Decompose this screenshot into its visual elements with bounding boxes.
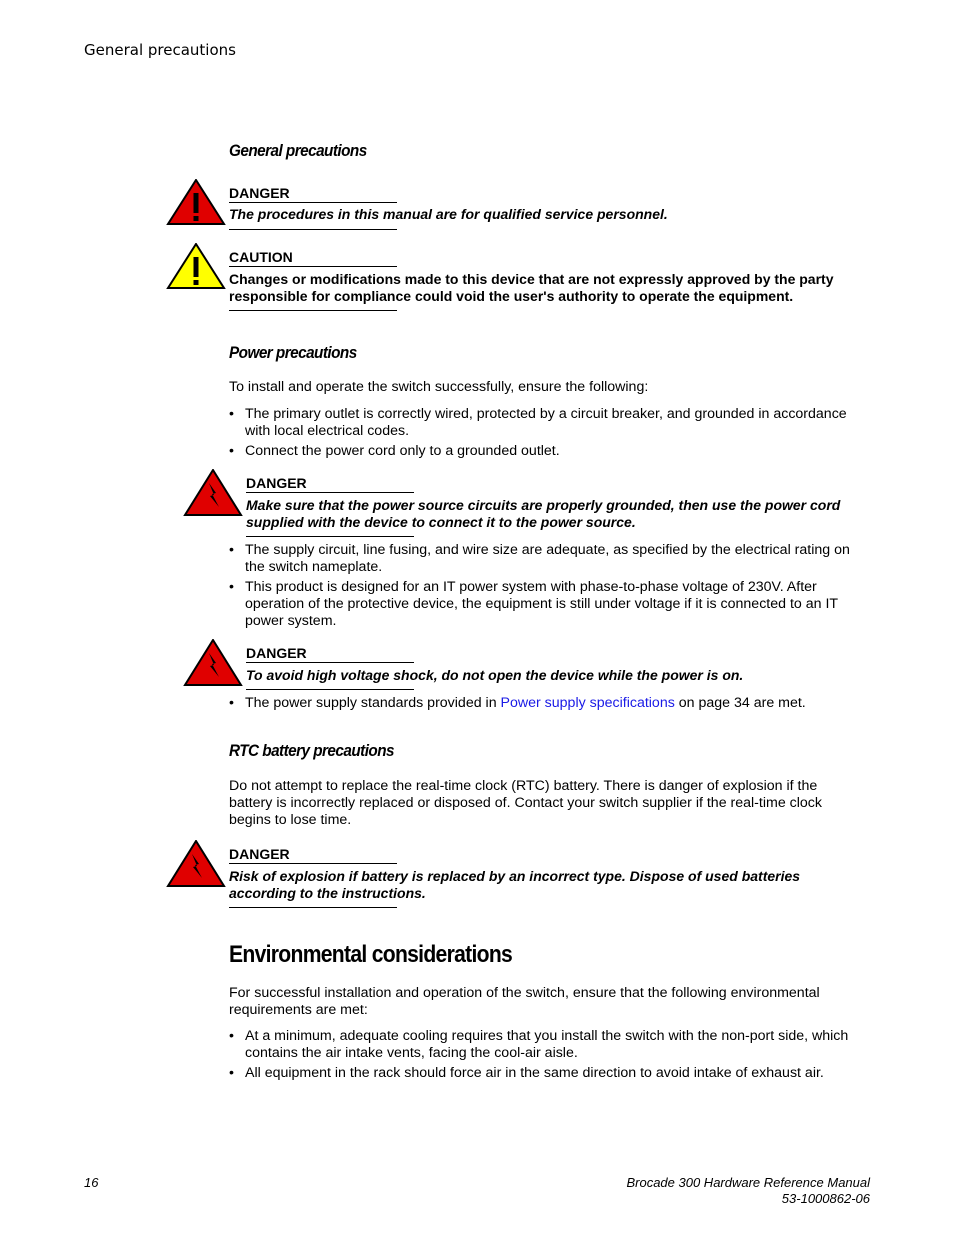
list-item: • This product is designed for an IT power system with phase-to-phase voltage of 230V. After operation of the protective device, the equipment is still under voltage if it is connected to an IT power system.: [229, 579, 864, 630]
notice-divider: [229, 229, 397, 230]
rtc-intro: Do not attempt to replace the real-time clock (RTC) battery. There is danger of explosion if the battery is incorrectly replaced or disposed of. Contact your switch supplier if the real-time clock begins to lose time.: [229, 778, 822, 828]
heading-power-precautions: Power precautions: [229, 343, 357, 362]
list-item: • All equipment in the rack should force air in the same direction to avoid intake of exhaust air.: [229, 1065, 864, 1082]
doc-number: 53-1000862-06: [781, 1191, 870, 1206]
danger-electrical-icon: [183, 639, 243, 686]
list-item: • The primary outlet is correctly wired, protected by a circuit breaker, and grounded in accordance with local electrical codes.: [229, 406, 864, 440]
heading-general-precautions: General precautions: [229, 141, 367, 160]
power-bullets-1: [229, 406, 864, 463]
caution-exclamation-icon: [166, 243, 226, 289]
heading-environmental-considerations: Environmental considerations: [229, 941, 513, 968]
power-bullets-2: [229, 542, 864, 633]
running-head: General precautions: [84, 41, 236, 59]
caution-label: CAUTION: [229, 249, 397, 267]
danger-text: Risk of explosion if battery is replaced by an incorrect type. Dispose of used batteries according to the instructions.: [229, 868, 801, 901]
danger-electrical-icon: [166, 840, 226, 887]
footer-manual-info: [626, 1175, 870, 1207]
danger-exclamation-icon: [166, 179, 226, 225]
page-number: 16: [84, 1175, 99, 1190]
heading-rtc-battery-precautions: RTC battery precautions: [229, 741, 394, 760]
danger-electrical-icon: [183, 469, 243, 516]
power-intro: To install and operate the switch successfully, ensure the following:: [229, 379, 649, 395]
environmental-intro: For successful installation and operation of the switch, ensure that the following environmental requirements are met:: [229, 985, 820, 1018]
list-item: • Connect the power cord only to a grounded outlet.: [229, 443, 864, 460]
power-supply-specifications-link[interactable]: Power supply specifications: [500, 695, 675, 711]
caution-text: Changes or modifications made to this device that are not expressly approved by the party responsible for compliance could void the user's authority to operate the equipment.: [229, 271, 834, 304]
environmental-bullets: [229, 1028, 864, 1085]
notice-divider: [229, 907, 397, 908]
list-item: • At a minimum, adequate cooling requires that you install the switch with the non-port side, which contains the air intake vents, facing the cool-air aisle.: [229, 1028, 864, 1062]
danger-label: DANGER: [246, 645, 414, 663]
list-item: [229, 695, 864, 712]
bullet-text: on page 34 are met.: [674, 695, 806, 711]
power-bullets-3: [229, 695, 864, 715]
danger-label: DANGER: [246, 475, 414, 493]
danger-label: DANGER: [229, 846, 397, 864]
manual-title: Brocade 300 Hardware Reference Manual: [626, 1175, 870, 1190]
list-item: • The supply circuit, line fusing, and wire size are adequate, as specified by the electrical rating on the switch nameplate.: [229, 542, 864, 576]
danger-text: The procedures in this manual are for qualified service personnel.: [229, 206, 668, 222]
notice-divider: [246, 536, 414, 537]
notice-divider: [229, 310, 397, 311]
danger-text: To avoid high voltage shock, do not open the device while the power is on.: [246, 667, 744, 683]
notice-divider: [246, 689, 414, 690]
bullet-text: The power supply standards provided in: [245, 695, 501, 711]
danger-text: Make sure that the power source circuits are properly grounded, then use the power cord supplied with the device to connect it to the power source.: [246, 497, 841, 530]
danger-label: DANGER: [229, 185, 397, 203]
